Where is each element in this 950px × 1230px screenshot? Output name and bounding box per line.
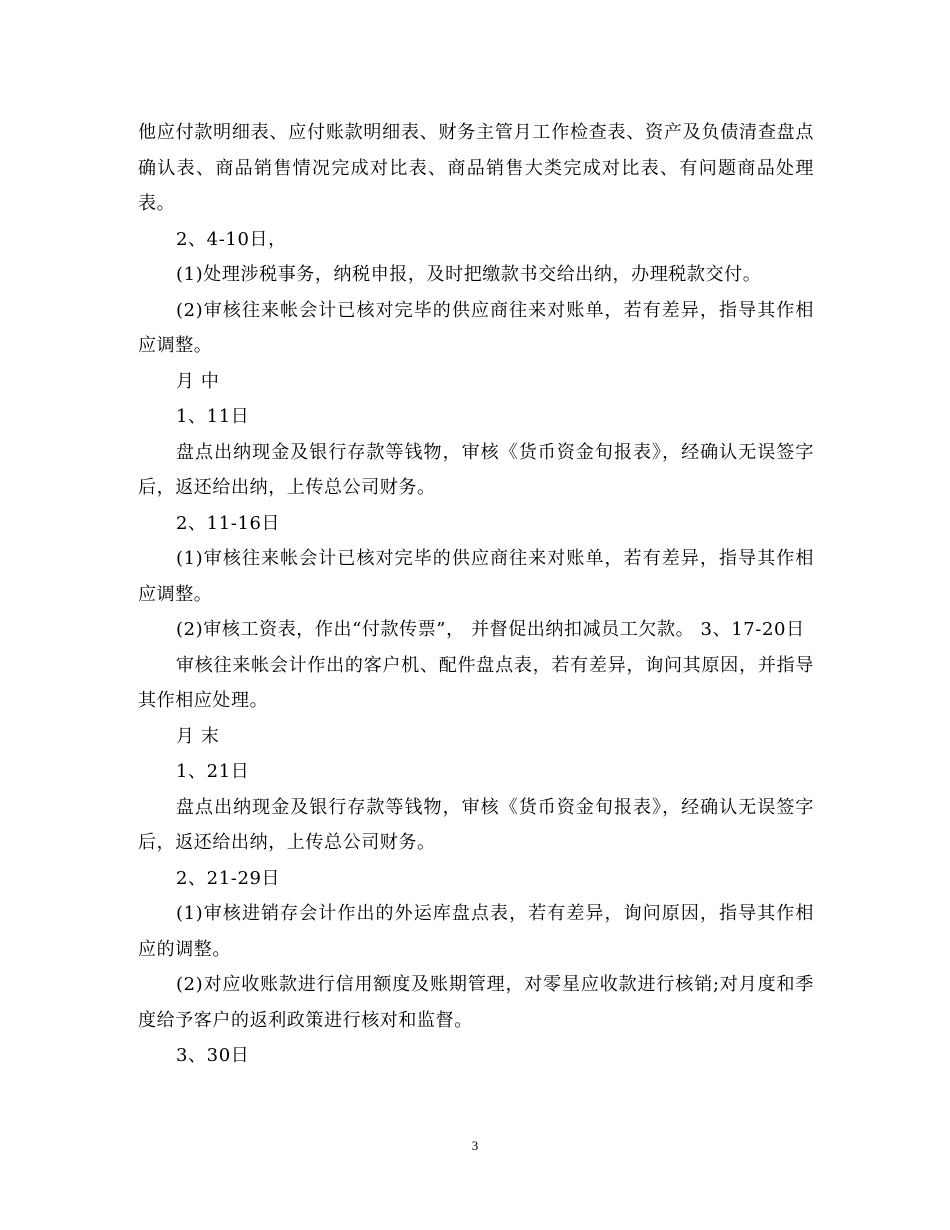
paragraph: (1)处理涉税事务，纳税申报，及时把缴款书交给出纳，办理税款交付。 (176, 264, 762, 285)
paragraph: (1)审核进销存会计作出的外运库盘点表，若有差异，询问原因，指导其作相应的调整。 (138, 903, 814, 960)
paragraph: (2)审核工资表，作出“付款传票”， 并督促出纳扣减员工欠款。 3、17-20日 (176, 619, 805, 640)
paragraph: 2、11-16日 (176, 512, 281, 534)
section-heading: 月 中 (176, 370, 220, 392)
paragraph: 审核往来帐会计作出的客户机、配件盘点表，若有差异，询问其原因，并指导其作相应处理。 (138, 654, 814, 711)
paragraph: 盘点出纳现金及银行存款等钱物，审核《货币资金旬报表》，经确认无误签字后，返还给出纳，上传总公司财务。 (138, 796, 814, 853)
paragraph: 1、21日 (176, 761, 250, 782)
paragraph: 他应付款明细表、应付账款明细表、财务主管月工作检查表、资产及负债清查盘点确认表、商品销售情况完成对比表、商品销售大类完成对比表、有问题商品处理表。 (138, 122, 814, 214)
paragraph: 3、30日 (176, 1045, 250, 1066)
paragraph: 盘点出纳现金及银行存款等钱物，审核《货币资金旬报表》，经确认无误签字后，返还给出纳，上传总公司财务。 (138, 441, 814, 498)
paragraph: (2)对应收账款进行信用额度及账期管理，对零星应收款进行核销;对月度和季度给予客户的返利政策进行核对和监督。 (138, 974, 814, 1031)
paragraph: (2)审核往来帐会计已核对完毕的供应商往来对账单，若有差异，指导其作相应调整。 (138, 299, 814, 356)
paragraph: 2、4-10日， (176, 228, 287, 250)
paragraph: 2、21-29日 (176, 867, 281, 889)
page-number: 3 (471, 1138, 479, 1153)
document-body (138, 115, 814, 1074)
paragraph: (1)审核往来帐会计已核对完毕的供应商往来对账单，若有差异，指导其作相应调整。 (138, 548, 814, 605)
section-heading: 月 末 (176, 725, 220, 747)
paragraph: 1、11日 (176, 406, 250, 427)
